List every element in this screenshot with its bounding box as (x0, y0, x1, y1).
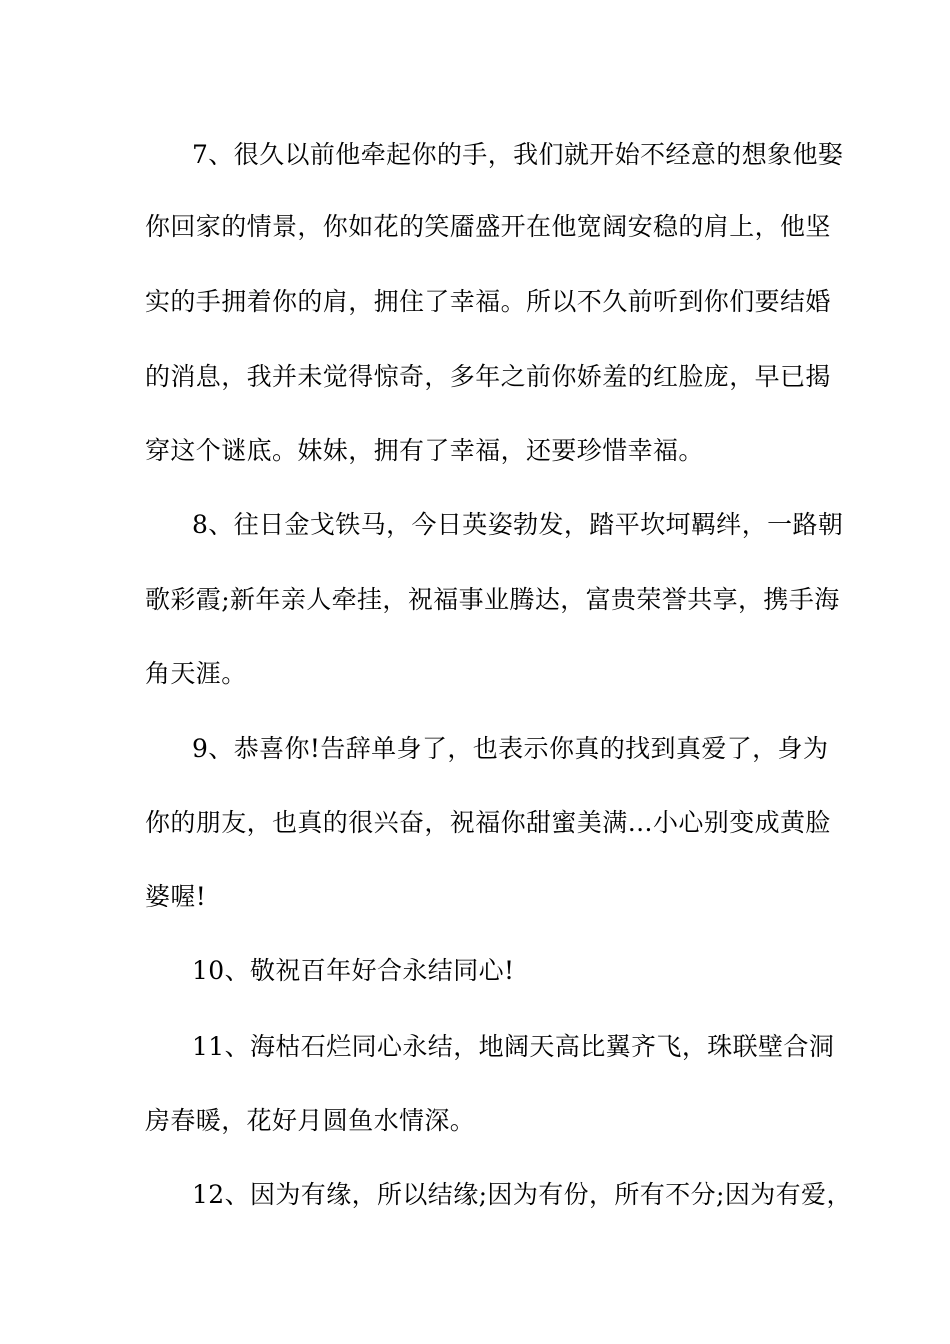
paragraph-line: 婆喔! (145, 882, 207, 911)
paragraph-line: 的消息，我并未觉得惊奇，多年之前你娇羞的红脸庞，早已揭 (145, 362, 831, 391)
paragraph-line: 10、敬祝百年好合永结同心! (192, 956, 515, 985)
paragraph-line: 歌彩霞;新年亲人牵挂，祝福事业腾达，富贵荣誉共享，携手海 (145, 585, 840, 614)
paragraph-line: 你回家的情景，你如花的笑靥盛开在他宽阔安稳的肩上，他坚 (145, 212, 831, 241)
paragraph-line: 12、因为有缘，所以结缘;因为有份，所有不分;因为有爱， (192, 1180, 852, 1209)
paragraph-line: 你的朋友，也真的很兴奋，祝福你甜蜜美满…小心别变成黄脸 (145, 808, 831, 837)
paragraph-line: 角天涯。 (145, 659, 247, 688)
paragraph-line: 11、海枯石烂同心永结，地阔天高比翼齐飞，珠联壁合洞 (192, 1032, 835, 1061)
paragraph-line: 7、很久以前他牵起你的手，我们就开始不经意的想象他娶 (192, 140, 844, 169)
paragraph-line: 穿这个谜底。妹妹，拥有了幸福，还要珍惜幸福。 (145, 436, 704, 465)
paragraph-line: 房春暖，花好月圆鱼水情深。 (145, 1106, 476, 1135)
paragraph-line: 9、恭喜你!告辞单身了，也表示你真的找到真爱了，身为 (192, 734, 829, 763)
paragraph-line: 实的手拥着你的肩，拥住了幸福。所以不久前听到你们要结婚 (145, 287, 831, 316)
paragraph-line: 8、往日金戈铁马，今日英姿勃发，踏平坎坷羁绊，一路朝 (192, 510, 844, 539)
